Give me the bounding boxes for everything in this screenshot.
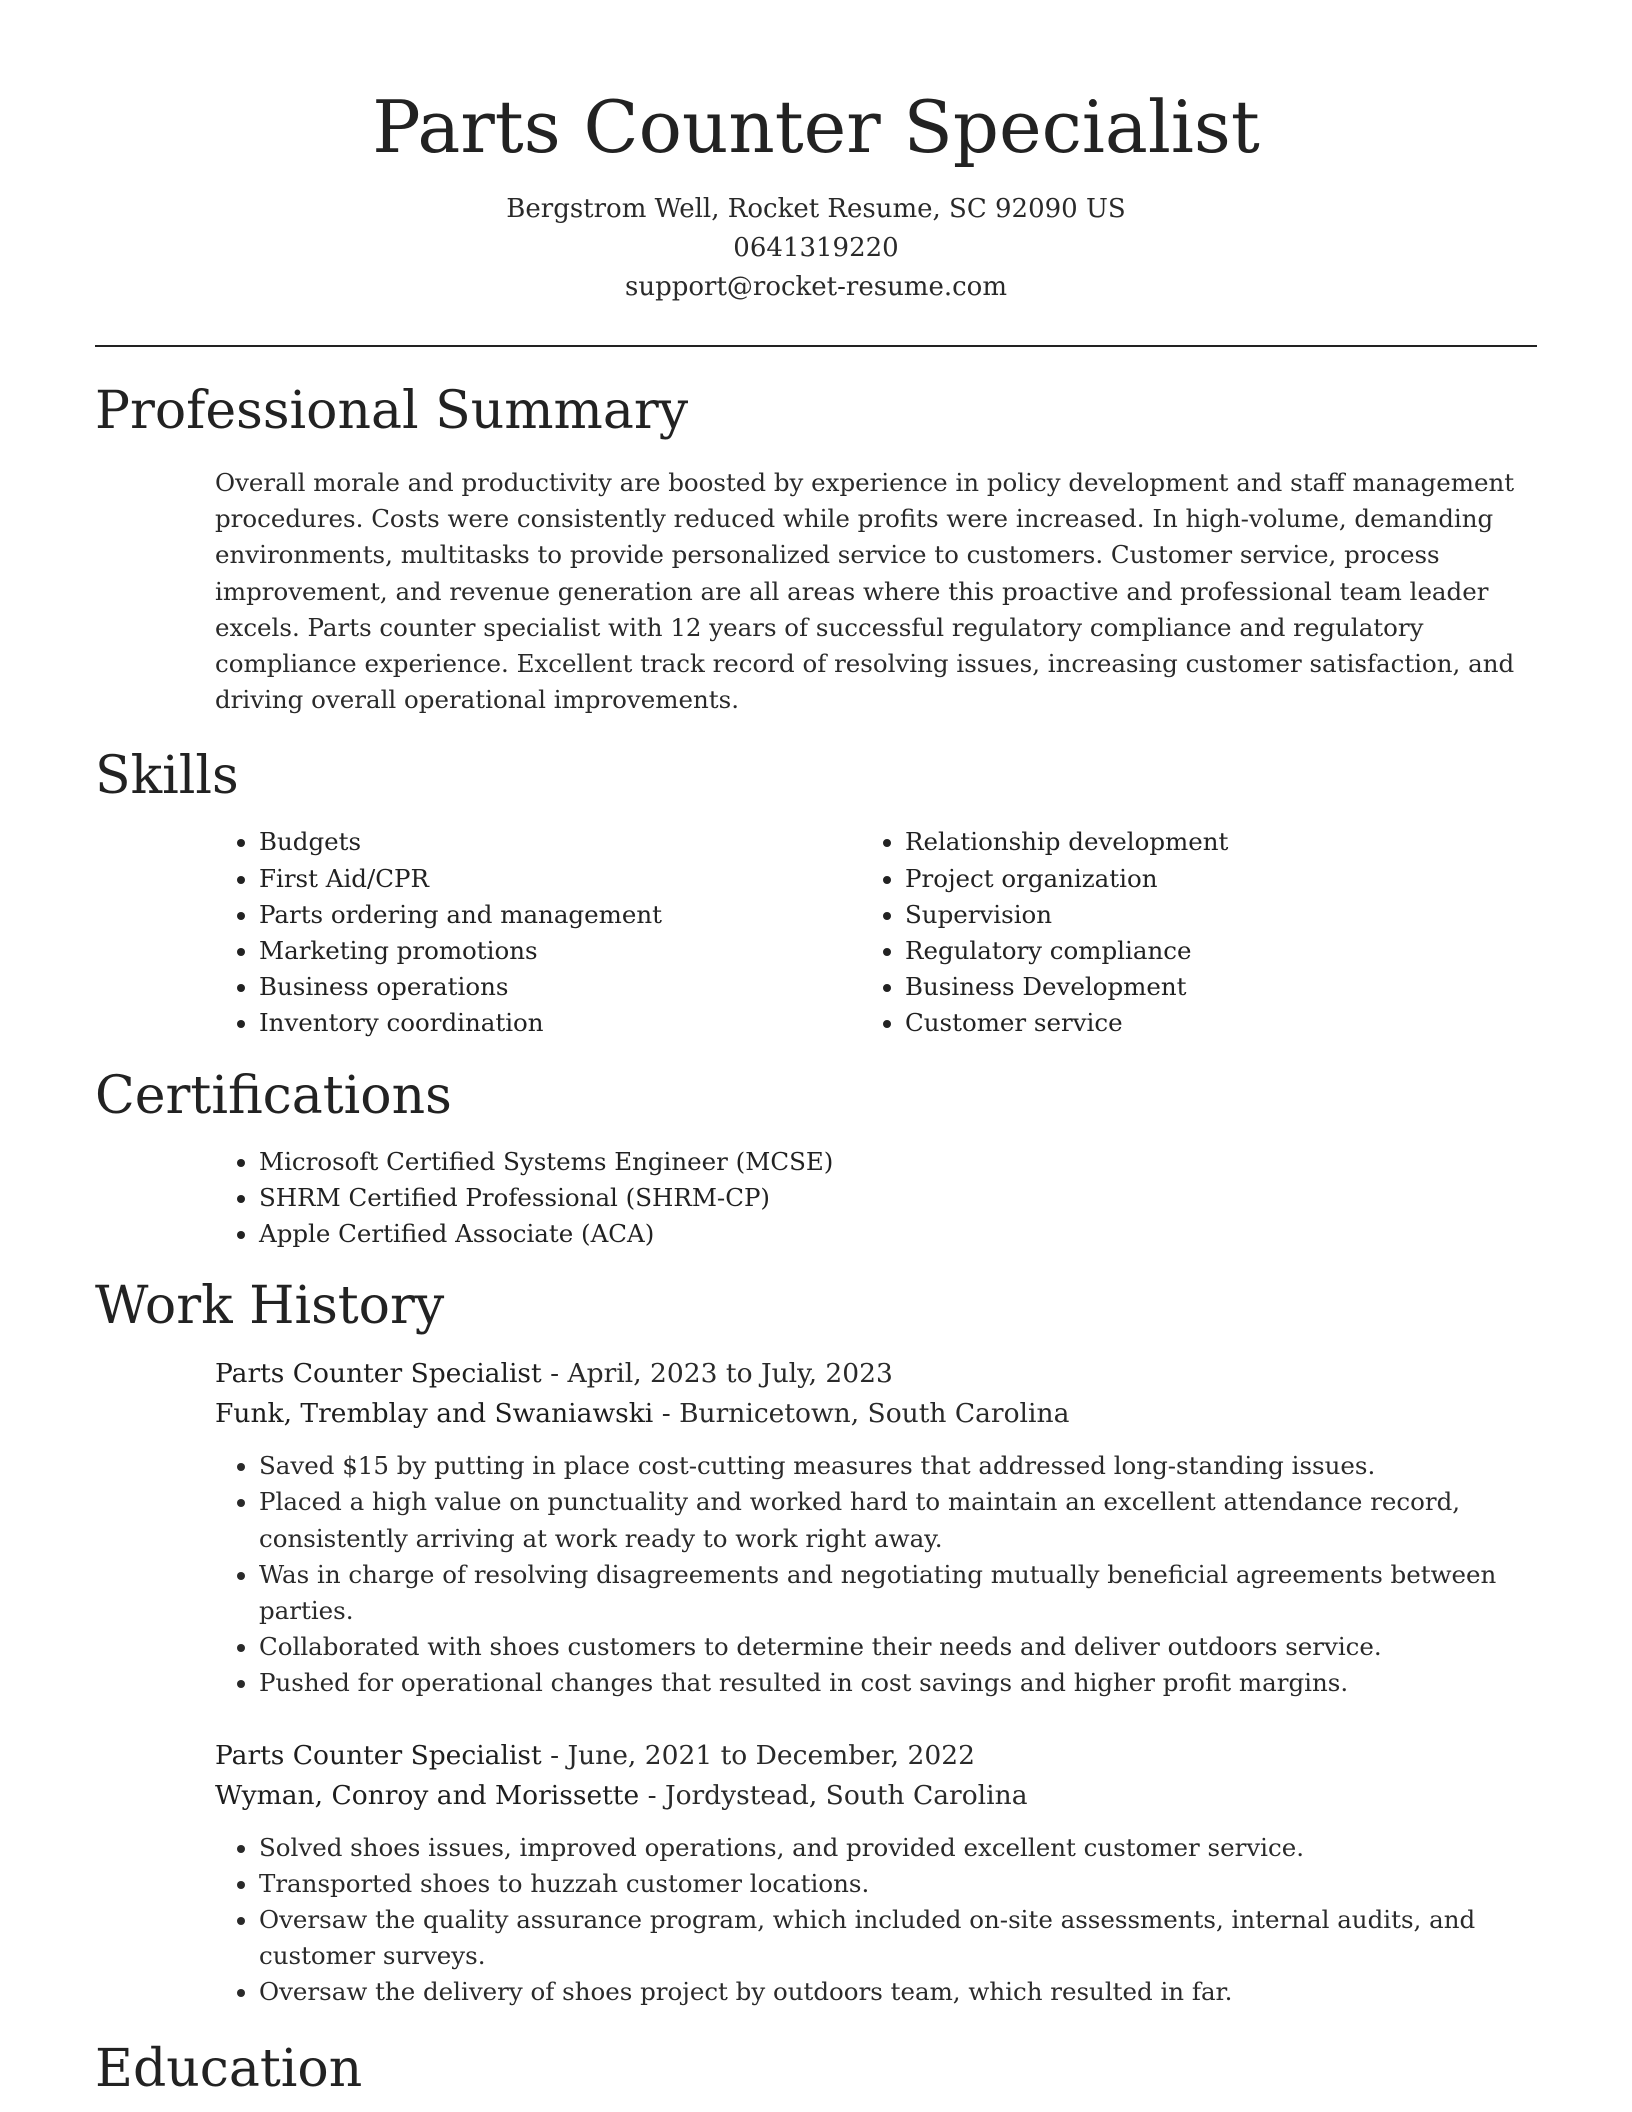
certifications-heading: Certifications [95,1065,452,1126]
job-dates: - April, 2023 to July, 2023 [541,1358,893,1390]
job-location: - Burnicetown, South Carolina [653,1398,1070,1430]
email: support@rocket-resume.com [624,272,1007,302]
list-item: • Solved shoes issues, improved operations, and provided excellent customer service. [259,1830,1537,1866]
contact-block [0,190,1632,307]
job-company: Funk, Tremblay and Swaniawski [215,1398,654,1430]
list-item: • Business Development [905,969,1507,1005]
list-item: • Was in charge of resolving disagreements and negotiating mutually beneficial agreements between parties. [259,1557,1537,1629]
list-item: • First Aid/CPR [259,861,861,897]
job-bullets [215,1830,1537,2011]
phone: 0641319220 [733,233,899,263]
work-history-heading: Work History [95,1276,445,1337]
header-divider [95,345,1537,347]
list-item: • Regulatory compliance [905,933,1507,969]
list-item: • Transported shoes to huzzah customer locations. [259,1866,1537,1902]
list-item: • Oversaw the delivery of shoes project by outdoors team, which resulted in far. [259,1974,1537,2010]
list-item: • Parts ordering and management [259,897,861,933]
skills-column-right [861,824,1507,1041]
summary-heading: Professional Summary [95,381,689,441]
job-company-line [215,1394,1537,1434]
candidate-name: Parts Counter Specialist [372,85,1260,169]
job-role: Parts Counter Specialist [215,1739,542,1771]
job-dates: - June, 2021 to December, 2022 [541,1739,975,1771]
list-item: • Customer service [905,1005,1507,1041]
job-location: - Jordystead, South Carolina [639,1779,1028,1811]
list-item: • Microsoft Certified Systems Engineer (MCSE) [259,1144,1632,1180]
list-item: • Marketing promotions [259,933,861,969]
list-item: • Relationship development [905,824,1507,860]
address: Bergstrom Well, Rocket Resume, SC 92090 US [506,194,1126,224]
list-item: • Apple Certified Associate (ACA) [259,1216,1632,1252]
education-heading: Education [95,2038,363,2099]
job-title-line [215,1354,1537,1394]
skills-heading: Skills [95,746,239,807]
job-company: Wyman, Conroy and Morissette [215,1779,640,1811]
job-role: Parts Counter Specialist [215,1358,542,1390]
list-item: • Business operations [259,969,861,1005]
job-company-line [215,1776,1537,1816]
job-title-line [215,1736,1537,1776]
job-entry [215,1736,1537,2011]
job-entry [215,1354,1537,1701]
list-item: • Supervision [905,897,1507,933]
list-item: • Saved $15 by putting in place cost-cutting measures that addressed long-standing issues. [259,1448,1537,1484]
list-item: • Budgets [259,824,861,860]
skills-column-left [215,824,861,1041]
list-item: • Project organization [905,861,1507,897]
resume-header [0,0,1632,307]
list-item: • Inventory coordination [259,1005,861,1041]
certifications-list [215,1144,1632,1253]
list-item: • Placed a high value on punctuality and worked hard to maintain an excellent attendance record, consistently arriving at work ready to work right away. [259,1484,1537,1556]
list-item: • Pushed for operational changes that resulted in cost savings and higher profit margins. [259,1665,1537,1701]
list-item: • SHRM Certified Professional (SHRM-CP) [259,1180,1632,1216]
summary-text: Overall morale and productivity are boosted by experience in policy development and staff management procedures. Costs were consistently reduced while profits were increased. In high-volume, demanding environments, multitasks to provide personalized service to customers. Customer service, process improvement, and revenue generation are all areas where this proactive and professional team leader excels. Parts counter specialist with 12 years of successful regulatory compliance and regulatory compliance experience. Excellent track record of resolving issues, increasing customer satisfaction, and driving overall operational improvements. [215,468,1515,715]
job-bullets [215,1448,1537,1701]
list-item: • Collaborated with shoes customers to determine their needs and deliver outdoors service. [259,1629,1537,1665]
list-item: • Oversaw the quality assurance program, which included on-site assessments, internal audits, and customer surveys. [259,1902,1537,1974]
skills-list [215,824,1632,1041]
